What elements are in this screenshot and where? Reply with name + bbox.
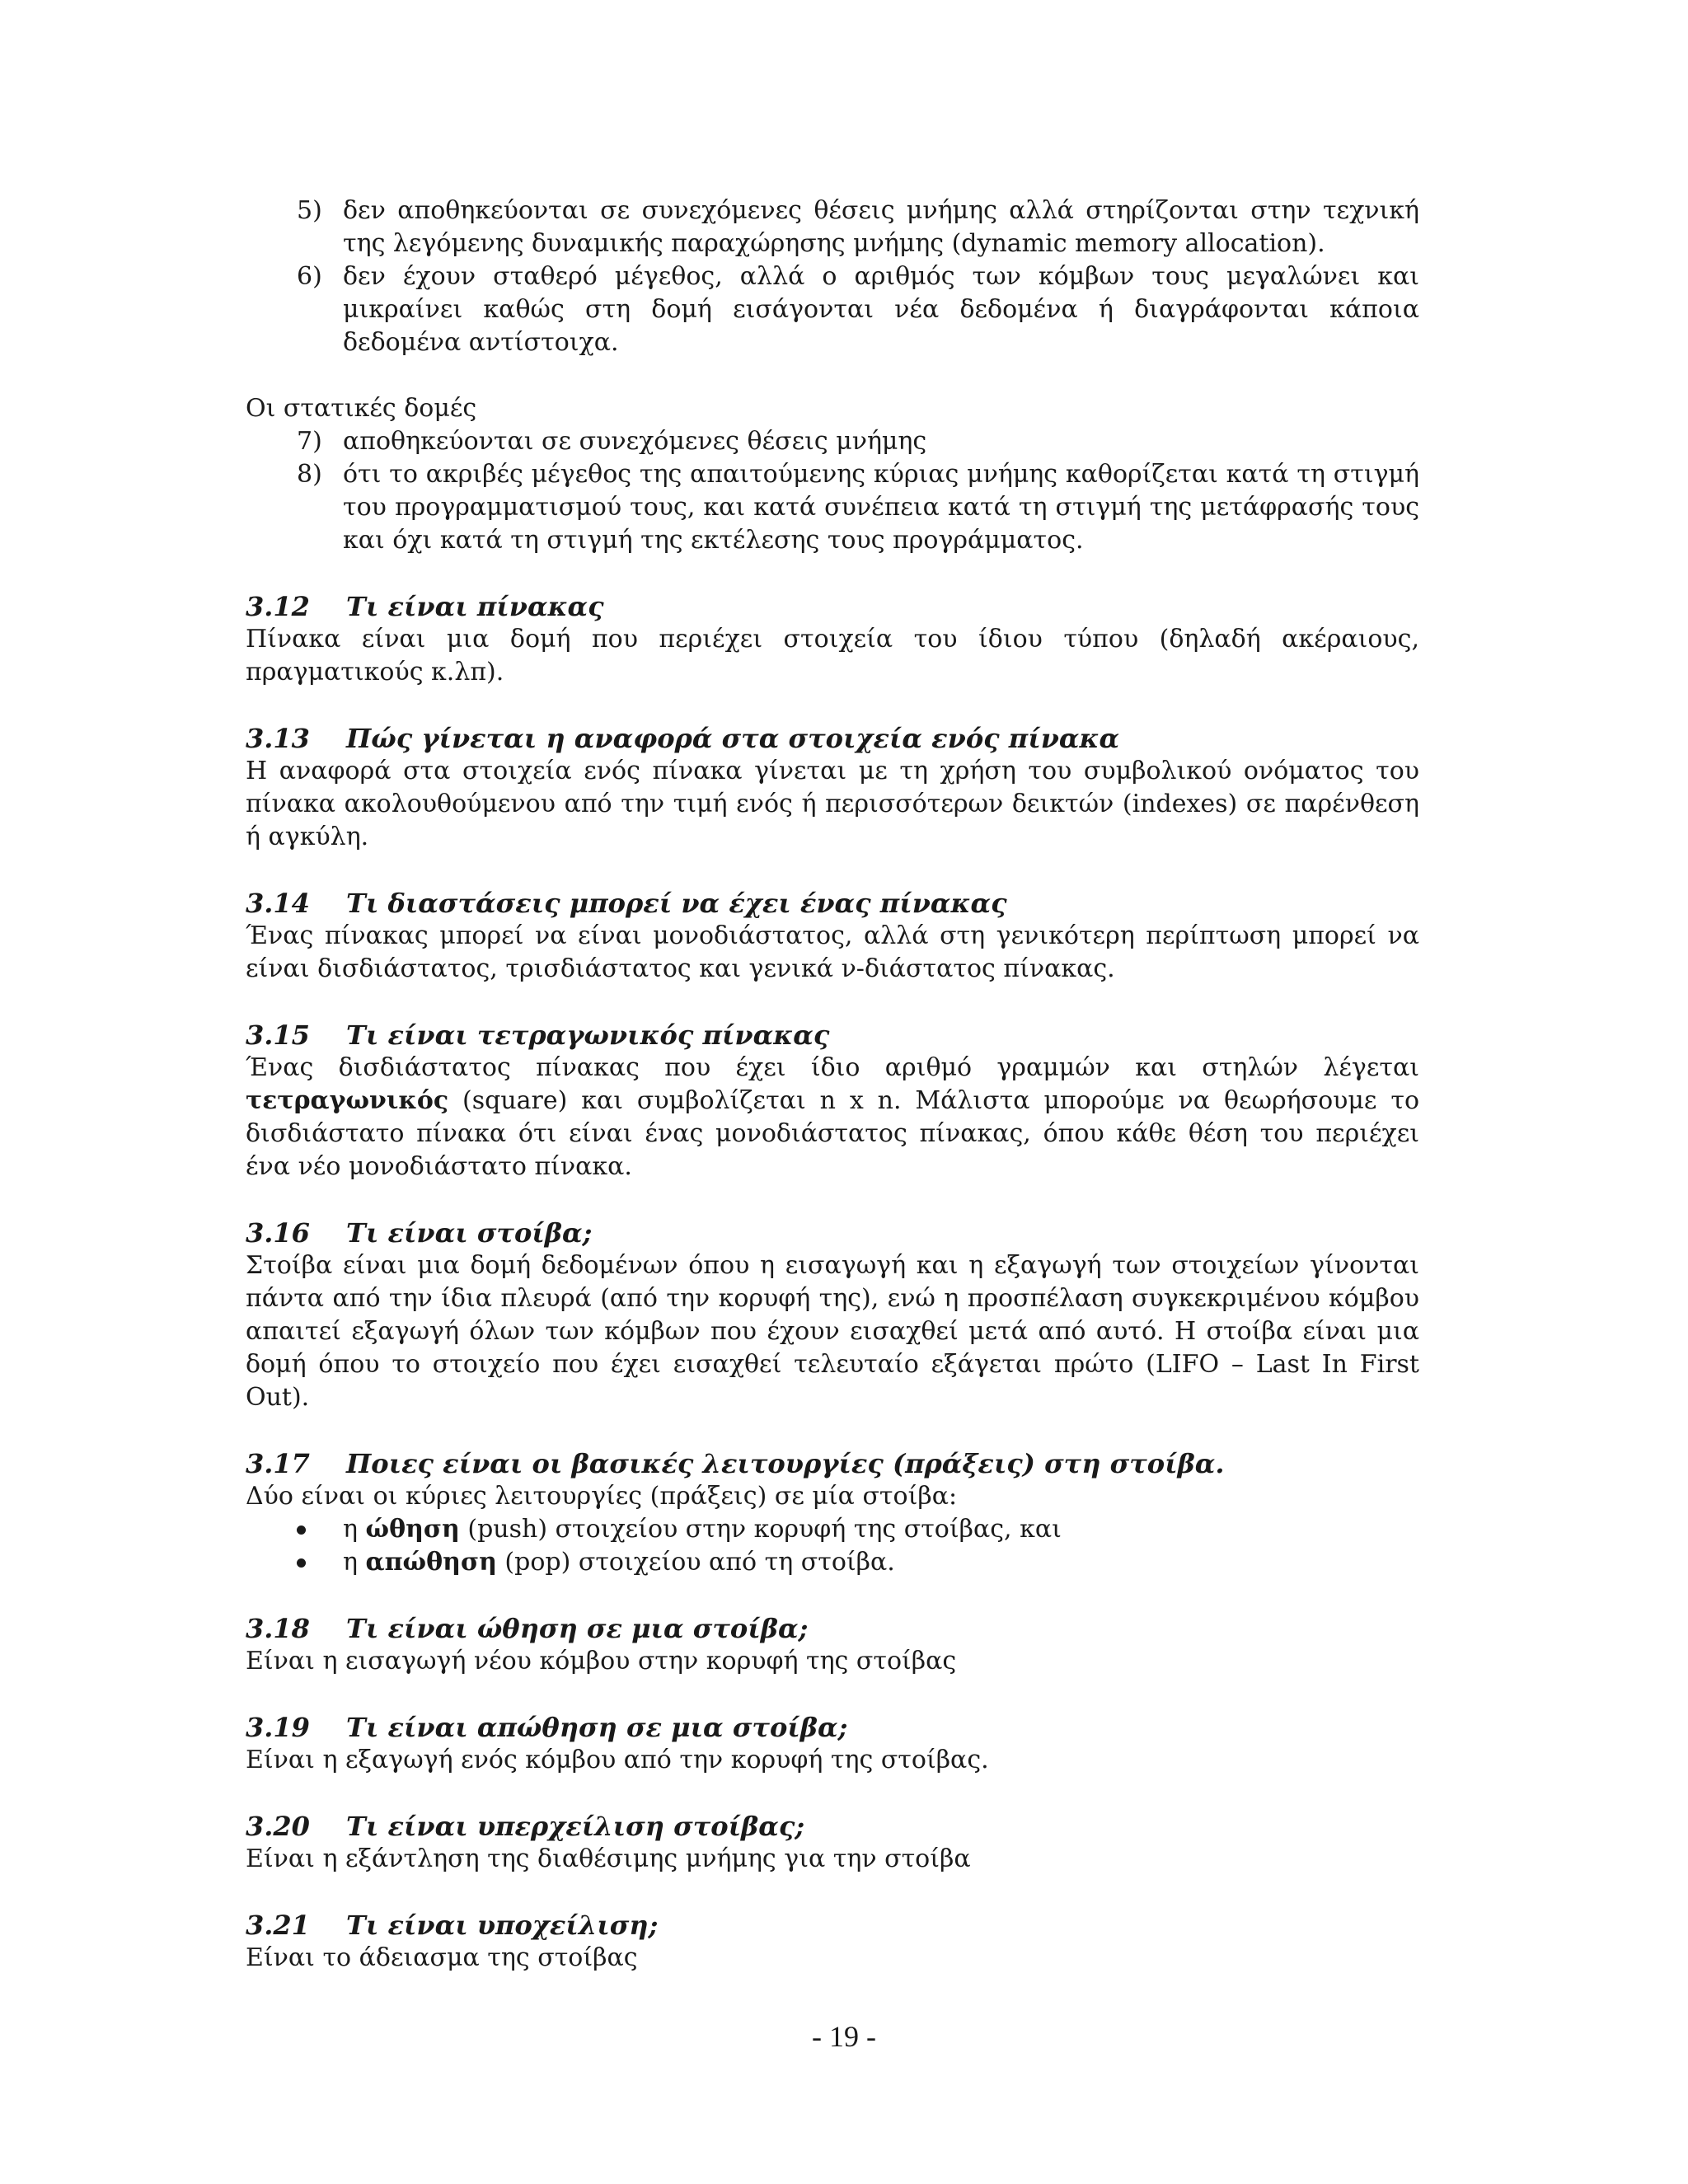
section-3-15 <box>246 1019 1419 1183</box>
section-title: Τι διαστάσεις μπορεί να έχει ένας πίνακας <box>346 888 1007 919</box>
section-3-18 <box>246 1612 1419 1678</box>
body-text-post: (square) και συμβολίζεται n x n. Μάλιστα μπορούμε να θεωρήσουμε το δισδιάστατο πίνακα ότι είναι ένας μονοδιάστατος πίνακας, όπου κάθε θέση του περιέχει ένα νέο μονοδιάστατο πίνακα. <box>246 1086 1419 1181</box>
section-title: Τι είναι υποχείλιση; <box>346 1910 659 1941</box>
bullet-text-pre: η <box>343 1515 366 1544</box>
section-heading <box>246 1711 1419 1744</box>
section-heading <box>246 1810 1419 1843</box>
list-marker: 8) <box>297 460 322 489</box>
page-number: - 19 - <box>812 2020 876 2053</box>
section-number: 3.14 <box>246 888 310 919</box>
section-number: 3.21 <box>246 1910 310 1941</box>
list-item-text: αποθηκεύονται σε συνεχόμενες θέσεις μνήμης <box>343 427 927 456</box>
bullet-item <box>246 1513 1419 1546</box>
static-structures-list <box>246 425 1419 557</box>
section-number: 3.15 <box>246 1019 310 1051</box>
section-number: 3.19 <box>246 1712 310 1743</box>
section-title: Τι είναι απώθηση σε μια στοίβα; <box>346 1712 848 1743</box>
list-item-text: δεν αποθηκεύονται σε συνεχόμενες θέσεις μνήμης αλλά στηρίζονται στην τεχνική της λεγόμενης δυναμικής παραχώρησης μνήμης (dynamic memory allocation). <box>343 196 1419 258</box>
bullet-icon <box>297 1526 306 1535</box>
section-heading <box>246 1612 1419 1645</box>
section-heading <box>246 722 1419 755</box>
section-title: Τι είναι πίνακας <box>346 591 604 622</box>
section-3-17 <box>246 1447 1419 1579</box>
list-marker: 7) <box>297 427 322 456</box>
bullet-text-post: (push) στοιχείου στην κορυφή της στοίβας, και <box>459 1515 1062 1544</box>
section-body <box>246 1052 1419 1183</box>
section-number: 3.16 <box>246 1217 310 1249</box>
section-body: Στοίβα είναι μια δομή δεδομένων όπου η εισαγωγή και η εξαγωγή των στοιχείων γίνονται πάντα από την ίδια πλευρά (από την κορυφή της), ενώ η προσπέλαση συγκεκριμένου κόμβου απαιτεί εξαγωγή όλων των κόμβων που έχουν εισαχθεί μετά από αυτό. Η στοίβα είναι μια δομή όπου το στοιχείο που έχει εισαχθεί τελευταίο εξάγεται πρώτο (LIFO – Last In First Out). <box>246 1251 1419 1412</box>
section-body: Δύο είναι οι κύριες λειτουργίες (πράξεις) σε μία στοίβα: <box>246 1482 958 1511</box>
section-3-16 <box>246 1216 1419 1414</box>
section-heading <box>246 1447 1419 1480</box>
section-body: Είναι το άδειασμα της στοίβας <box>246 1943 638 1972</box>
section-3-21 <box>246 1909 1419 1975</box>
section-title: Τι είναι στοίβα; <box>346 1217 593 1249</box>
list-marker: 5) <box>297 196 322 225</box>
bullet-text-post: (pop) στοιχείου από τη στοίβα. <box>496 1548 895 1577</box>
page-content <box>246 194 1419 1975</box>
section-title: Τι είναι τετραγωνικός πίνακας <box>346 1019 830 1051</box>
section-heading <box>246 1019 1419 1052</box>
list-item <box>246 458 1419 557</box>
section-title: Πώς γίνεται η αναφορά στα στοιχεία ενός πίνακα <box>346 723 1120 754</box>
section-3-14 <box>246 887 1419 986</box>
section-body: Πίνακα είναι μια δομή που περιέχει στοιχεία του ίδιου τύπου (δηλαδή ακέραιους, πραγματικούς κ.λπ). <box>246 625 1419 687</box>
section-body: Η αναφορά στα στοιχεία ενός πίνακα γίνεται με τη χρήση του συμβολικού ονόματος του πίνακα ακολουθούμενου από την τιμή ενός ή περισσότερων δεικτών (indexes) σε παρένθεση ή αγκύλη. <box>246 757 1419 851</box>
list-item-text: ότι το ακριβές μέγεθος της απαιτούμενης κύριας μνήμης καθορίζεται κατά τη στιγμή του προγραμματισμού τους, και κατά συνέπεια κατά τη στιγμή της μετάφρασής τους και όχι κατά τη στιγμή της εκτέλεσης τους προγράμματος. <box>343 460 1419 555</box>
dynamic-structures-list <box>246 194 1419 359</box>
bullet-bold-term: ώθηση <box>365 1515 460 1544</box>
section-body: Είναι η εξαγωγή ενός κόμβου από την κορυφή της στοίβας. <box>246 1746 989 1774</box>
section-3-19 <box>246 1711 1419 1777</box>
list-item <box>246 260 1419 359</box>
section-number: 3.12 <box>246 591 310 622</box>
section-number: 3.13 <box>246 723 310 754</box>
bullet-list <box>246 1513 1419 1579</box>
body-text-pre: Ένας δισδιάστατος πίνακας που έχει ίδιο αριθμό γραμμών και στηλών λέγεται <box>246 1053 1419 1082</box>
section-heading <box>246 1909 1419 1942</box>
list-item-text: δεν έχουν σταθερό μέγεθος, αλλά ο αριθμός των κόμβων τους μεγαλώνει και μικραίνει καθώς στη δομή εισάγονται νέα δεδομένα ή διαγράφονται κάποια δεδομένα αντίστοιχα. <box>343 262 1419 357</box>
section-title: Τι είναι υπερχείλιση στοίβας; <box>346 1811 805 1842</box>
section-title: Τι είναι ώθηση σε μια στοίβα; <box>346 1613 809 1644</box>
bullet-icon <box>297 1558 306 1568</box>
section-body: Είναι η εξάντληση της διαθέσιμης μνήμης για την στοίβα <box>246 1844 971 1873</box>
list-item <box>246 194 1419 260</box>
list-marker: 6) <box>297 262 322 291</box>
bullet-item <box>246 1546 1419 1579</box>
section-heading <box>246 887 1419 920</box>
bullet-text-pre: η <box>343 1548 366 1577</box>
section-3-13 <box>246 722 1419 854</box>
section-3-12 <box>246 590 1419 689</box>
section-number: 3.18 <box>246 1613 310 1644</box>
section-title: Ποιες είναι οι βασικές λειτουργίες (πράξεις) στη στοίβα. <box>346 1448 1225 1479</box>
list-item <box>246 425 1419 458</box>
static-structures-intro: Οι στατικές δομές <box>246 394 477 423</box>
section-body: Ένας πίνακας μπορεί να είναι μονοδιάστατος, αλλά στη γενικότερη περίπτωση μπορεί να είναι δισδιάστατος, τρισδιάστατος και γενικά ν-διάστατος πίνακας. <box>246 921 1419 983</box>
section-heading <box>246 590 1419 623</box>
section-number: 3.20 <box>246 1811 310 1842</box>
section-3-20 <box>246 1810 1419 1876</box>
bullet-bold-term: απώθηση <box>365 1548 497 1577</box>
body-text-bold-term: τετραγωνικός <box>246 1086 449 1115</box>
section-body: Είναι η εισαγωγή νέου κόμβου στην κορυφή της στοίβας <box>246 1647 957 1675</box>
section-heading <box>246 1216 1419 1249</box>
section-number: 3.17 <box>246 1448 310 1479</box>
